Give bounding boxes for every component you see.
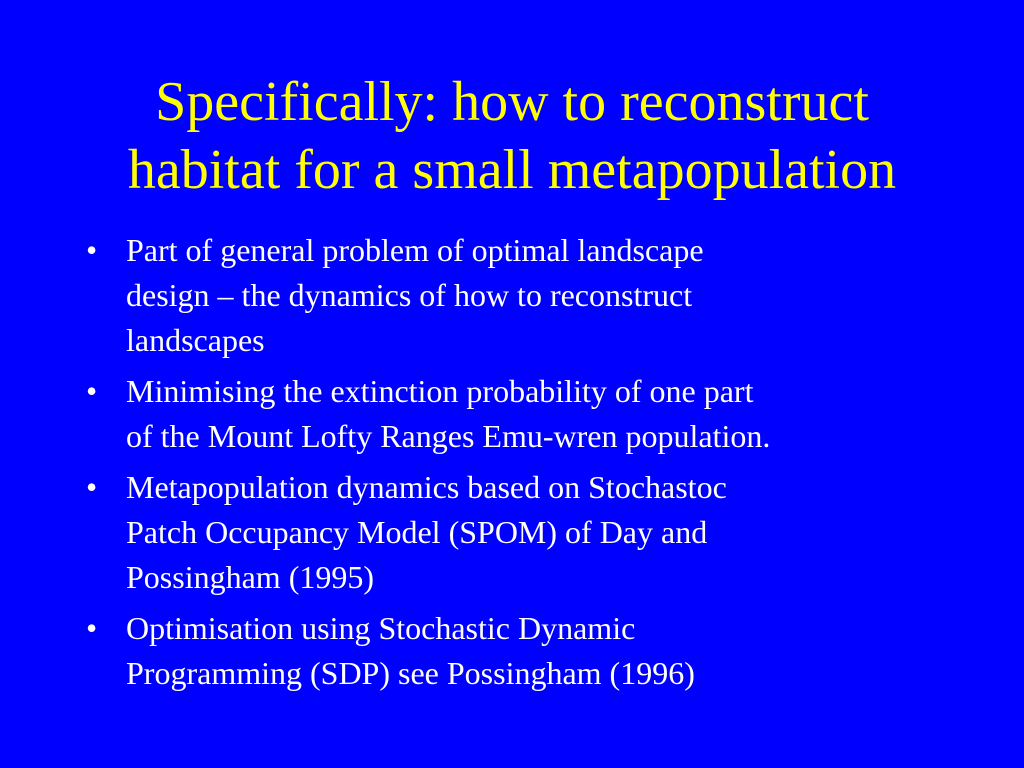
bullet-text-line: Possingham (1995) bbox=[126, 559, 374, 595]
bullet-text-line: Part of general problem of optimal landscape bbox=[126, 232, 704, 268]
bullet-icon: • bbox=[86, 469, 98, 505]
bullet-text-line: landscapes bbox=[126, 322, 265, 358]
bullet-item bbox=[80, 606, 960, 696]
bullet-item bbox=[80, 228, 960, 363]
slide-title-line-2: habitat for a small metapopulation bbox=[127, 139, 897, 201]
bullet-text-line: Programming (SDP) see Possingham (1996) bbox=[126, 655, 695, 691]
bullet-icon: • bbox=[86, 232, 98, 268]
bullet-icon: • bbox=[86, 373, 98, 409]
slide-title-line-1: Specifically: how to reconstruct bbox=[155, 71, 869, 133]
bullet-item bbox=[80, 465, 960, 600]
bullet-text-line: of the Mount Lofty Ranges Emu-wren population. bbox=[126, 418, 771, 454]
bullet-text-line: Metapopulation dynamics based on Stochastoc bbox=[126, 469, 727, 505]
bullet-text-line: Optimisation using Stochastic Dynamic bbox=[126, 610, 636, 646]
bullet-list bbox=[80, 228, 960, 702]
bullet-item bbox=[80, 369, 960, 459]
bullet-text-line: Minimising the extinction probability of one part bbox=[126, 373, 754, 409]
bullet-text-line: design – the dynamics of how to reconstruct bbox=[126, 277, 693, 313]
slide-title bbox=[40, 68, 984, 204]
bullet-text-line: Patch Occupancy Model (SPOM) of Day and bbox=[126, 514, 708, 550]
bullet-icon: • bbox=[86, 610, 98, 646]
